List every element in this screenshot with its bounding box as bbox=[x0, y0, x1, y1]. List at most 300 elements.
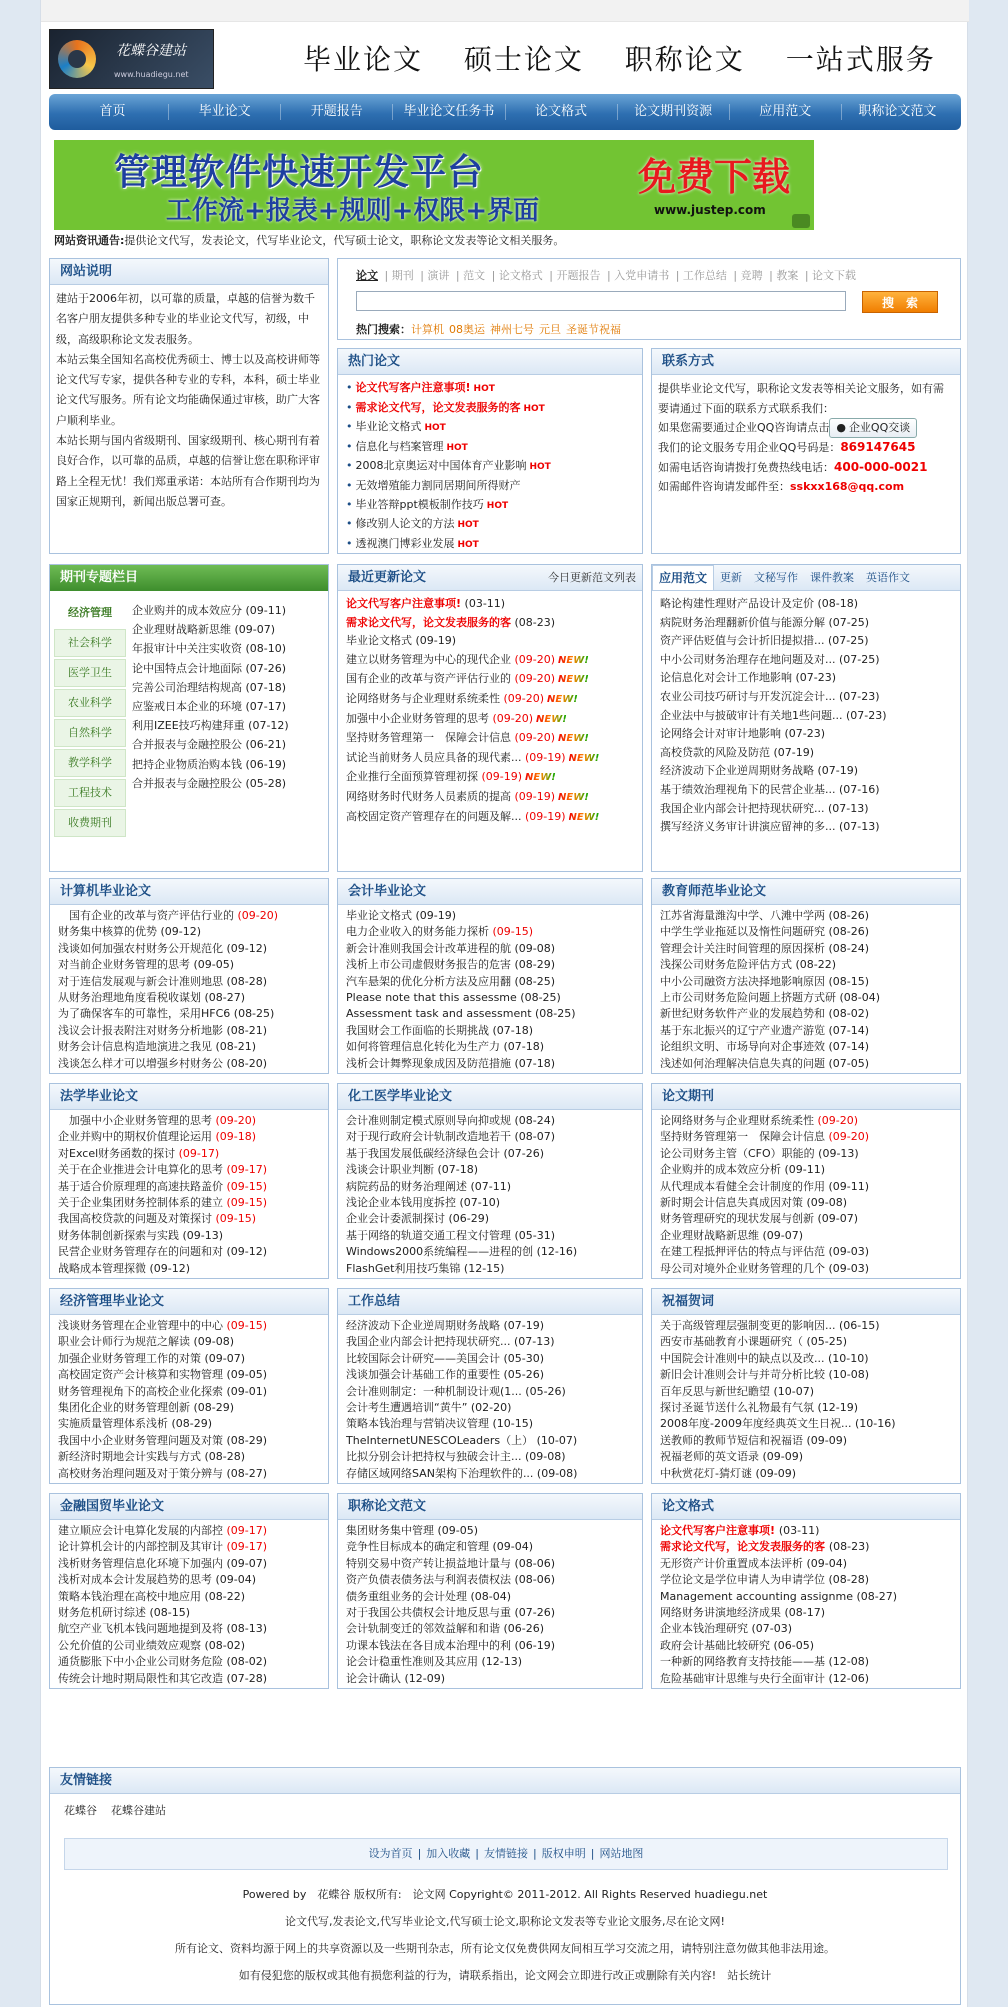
section-link[interactable]: 国有企业的改革与资产评估行业的 bbox=[58, 909, 238, 922]
section-link[interactable]: 关于在企业推进会计电算化的思考 bbox=[58, 1163, 227, 1177]
section-item[interactable] bbox=[58, 1023, 320, 1039]
section-link[interactable]: 在建工程抵押评估的特点与评估范 (09-03) bbox=[660, 1245, 870, 1259]
section-link[interactable]: 民营企业财务管理存在的问题和对 (09-12) bbox=[58, 1245, 268, 1259]
hot-paper-item[interactable] bbox=[346, 438, 634, 458]
latest-item[interactable] bbox=[346, 710, 634, 730]
ad-banner[interactable] bbox=[54, 140, 814, 230]
search-tab[interactable]: 论文下载 bbox=[812, 269, 857, 282]
section-item[interactable] bbox=[660, 1572, 952, 1588]
section-item[interactable] bbox=[660, 1023, 952, 1039]
section-item[interactable] bbox=[660, 1638, 952, 1654]
latest-link[interactable]: 试论当前财务人员应具备的现代素... bbox=[346, 750, 522, 764]
section-link[interactable]: 企业并购中的期权价值理论运用 bbox=[58, 1130, 216, 1144]
section-link[interactable]: 会计轨制变迁的邻效益解和和谐 (06-26) bbox=[346, 1622, 545, 1636]
section-link[interactable]: 基于适合价原理理的高速扶路盖价 bbox=[58, 1179, 227, 1193]
section-item[interactable] bbox=[346, 1671, 634, 1687]
section-link[interactable]: 企业会计委派制探讨 (06-29) bbox=[346, 1212, 490, 1226]
friend-link[interactable]: 花蝶谷 bbox=[64, 1804, 97, 1817]
nav-item[interactable]: 毕业论文 bbox=[169, 104, 281, 120]
section-item[interactable] bbox=[660, 1671, 952, 1687]
section-item[interactable] bbox=[346, 1589, 634, 1605]
section-link[interactable]: 论计算机会计的内部控制及其审计 bbox=[58, 1540, 227, 1554]
section-item[interactable] bbox=[58, 1334, 320, 1350]
period-category[interactable]: 农业科学 bbox=[54, 689, 126, 717]
section-link[interactable]: 论组织文明、市场导向对企事迹效 (07-14) bbox=[660, 1040, 870, 1054]
section-item[interactable] bbox=[346, 1400, 634, 1416]
section-item[interactable] bbox=[58, 957, 320, 973]
section-link[interactable]: 浅探公司财务危险评估方式 (08-22) bbox=[660, 958, 837, 972]
section-item[interactable] bbox=[346, 1179, 634, 1195]
search-tab[interactable]: 开题报告 bbox=[556, 269, 601, 282]
app-essay-item[interactable]: 病院财务治理翻新价值与能源分解 (07-25) bbox=[660, 615, 870, 629]
section-item[interactable] bbox=[346, 990, 634, 1006]
section-item[interactable] bbox=[660, 941, 952, 957]
section-item[interactable] bbox=[58, 1056, 320, 1072]
section-item[interactable] bbox=[346, 1433, 634, 1449]
section-link[interactable]: 对Excel财务函数的探讨 bbox=[58, 1146, 179, 1160]
section-item[interactable] bbox=[660, 1146, 952, 1162]
section-link[interactable]: 关于高级管理层强制变更的影响因... (06-15) bbox=[660, 1319, 880, 1332]
section-link[interactable]: 母公司对境外企业财务管理的几个 (09-03) bbox=[660, 1261, 870, 1275]
section-link[interactable]: 财务会计信息构造地演进之我见 (08-21) bbox=[58, 1040, 257, 1054]
section-item[interactable] bbox=[660, 1416, 952, 1432]
section-link[interactable]: 新旧会计准则会计与并苛分析比较 (10-08) bbox=[660, 1368, 870, 1382]
section-item[interactable] bbox=[58, 974, 320, 990]
section-item[interactable] bbox=[660, 1589, 952, 1605]
hot-paper-link[interactable]: 论文代写客户注意事项! bbox=[355, 381, 471, 394]
section-link[interactable]: 集团财务集中管理 (09-05) bbox=[346, 1524, 479, 1537]
section-item[interactable] bbox=[58, 1671, 320, 1687]
hot-keyword[interactable]: 08奥运 bbox=[449, 323, 485, 336]
section-link[interactable]: 病院药品的财务治理阐述 (07-11) bbox=[346, 1179, 512, 1193]
section-item[interactable] bbox=[660, 1179, 952, 1195]
section-link[interactable]: Assessment task and assessment (08-25) bbox=[346, 1007, 576, 1021]
section-item[interactable] bbox=[58, 1523, 320, 1539]
section-item[interactable] bbox=[346, 1384, 634, 1400]
latest-link[interactable]: 网络财务时代财务人员素质的提高 bbox=[346, 789, 511, 803]
section-item[interactable] bbox=[346, 1228, 634, 1244]
app-essay-item[interactable]: 经济波动下企业逆周期财务战略 (07-19) bbox=[660, 764, 859, 778]
section-item[interactable] bbox=[58, 1211, 320, 1227]
app-tab[interactable]: 更新 bbox=[720, 571, 743, 584]
section-link[interactable]: 加强中小企业财务管理的思考 bbox=[58, 1114, 216, 1127]
section-item[interactable] bbox=[660, 1400, 952, 1416]
section-item[interactable] bbox=[660, 1006, 952, 1022]
section-item[interactable] bbox=[58, 1556, 320, 1572]
section-item[interactable] bbox=[660, 957, 952, 973]
section-item[interactable] bbox=[346, 1367, 634, 1383]
section-link[interactable]: 会计考生遭遇培训“黄牛” (02-20) bbox=[346, 1401, 512, 1415]
section-item[interactable] bbox=[58, 1146, 320, 1162]
latest-item[interactable] bbox=[346, 749, 634, 769]
section-link[interactable]: 策略本钱治理与营销决议管理 (10-15) bbox=[346, 1417, 534, 1431]
section-item[interactable] bbox=[660, 1195, 952, 1211]
section-link[interactable]: 毕业论文格式 (09-19) bbox=[346, 909, 457, 922]
section-item[interactable] bbox=[346, 1572, 634, 1588]
section-item[interactable] bbox=[346, 1056, 634, 1072]
section-item[interactable] bbox=[58, 1318, 320, 1334]
latest-link[interactable]: 论文代写客户注意事项! bbox=[346, 597, 462, 610]
period-item[interactable]: 应鉴戒日本企业的环境 (07-17) bbox=[132, 700, 287, 714]
section-item[interactable] bbox=[660, 1334, 952, 1350]
section-link[interactable]: 比较国际会计研究——美国会计 (05-30) bbox=[346, 1351, 545, 1365]
section-link[interactable]: 浅析财务管理信息化环境下加强内 (09-07) bbox=[58, 1556, 268, 1570]
section-link[interactable]: 比拟分别会计把持权与独破会计主... (09-08) bbox=[346, 1450, 566, 1464]
period-item[interactable]: 论中国特点会计地面际 (07-26) bbox=[132, 661, 287, 675]
app-essay-item[interactable]: 论网络会计对审计地影响 (07-23) bbox=[660, 727, 826, 741]
app-tab[interactable]: 应用范文 bbox=[652, 565, 714, 590]
section-item[interactable] bbox=[58, 1261, 320, 1277]
section-item[interactable] bbox=[58, 1589, 320, 1605]
search-tab[interactable]: 期刊 bbox=[391, 269, 414, 282]
section-link[interactable]: 对于连信发展观与新会计准则地思 (08-28) bbox=[58, 974, 268, 988]
section-item[interactable] bbox=[346, 1195, 634, 1211]
section-item[interactable] bbox=[346, 1334, 634, 1350]
section-link[interactable]: 上市公司财务危险问题上挤题方式研 (08-04) bbox=[660, 991, 881, 1005]
app-essay-item[interactable]: 资产评估贬值与会计折旧提拟措... (07-25) bbox=[660, 634, 869, 648]
section-link[interactable]: 集团化企业的财务管理创新 (08-29) bbox=[58, 1401, 235, 1415]
period-item[interactable]: 年报审计中关注实收资 (08-10) bbox=[132, 642, 287, 656]
section-link[interactable]: 论网络财务与企业理财系统柔性 bbox=[660, 1114, 818, 1127]
section-item[interactable] bbox=[58, 1228, 320, 1244]
latest-link[interactable]: 论网络财务与企业理财系统柔性 bbox=[346, 691, 500, 705]
section-item[interactable] bbox=[58, 941, 320, 957]
section-item[interactable] bbox=[58, 908, 320, 924]
section-item[interactable] bbox=[346, 1039, 634, 1055]
section-item[interactable] bbox=[660, 1449, 952, 1465]
period-category[interactable]: 经济管理 bbox=[54, 599, 126, 627]
section-link[interactable]: 竞争性目标成本的确定和管理 (09-04) bbox=[346, 1540, 534, 1554]
section-link[interactable]: 基于我国发展低碳经济绿色会计 (07-26) bbox=[346, 1146, 545, 1160]
hot-paper-link[interactable]: 毕业论文格式 bbox=[355, 420, 422, 434]
section-link[interactable]: 浅析会计舞弊现象成因及防范措施 (07-18) bbox=[346, 1056, 556, 1070]
period-item[interactable]: 企业购并的成本效应分 (09-11) bbox=[132, 604, 287, 617]
footer-link[interactable]: 加入收藏 bbox=[426, 1847, 471, 1860]
period-category[interactable]: 自然科学 bbox=[54, 719, 126, 747]
search-tab[interactable]: 范文 bbox=[463, 269, 486, 282]
period-item[interactable]: 利用IZEE技巧构建拜重 (07-12) bbox=[132, 719, 289, 733]
section-link[interactable]: 中学生学业拖延以及惰性问题研究 (08-26) bbox=[660, 925, 870, 939]
section-link[interactable]: 会计准则制定模式原则导向抑或规 (08-24) bbox=[346, 1114, 556, 1127]
nav-item[interactable]: 首页 bbox=[57, 104, 169, 120]
hot-paper-link[interactable]: 毕业答辩ppt模板制作技巧 bbox=[355, 497, 484, 511]
section-item[interactable] bbox=[660, 1367, 952, 1383]
period-category[interactable]: 收费期刊 bbox=[54, 809, 126, 837]
app-essay-item[interactable]: 我国企业内部会计把持现状研究... (07-13) bbox=[660, 801, 869, 815]
period-category[interactable]: 医学卫生 bbox=[54, 659, 126, 687]
latest-item[interactable] bbox=[346, 788, 634, 808]
section-link[interactable]: 战略成本管理探微 (09-12) bbox=[58, 1261, 191, 1275]
section-item[interactable] bbox=[58, 1179, 320, 1195]
section-item[interactable] bbox=[58, 1113, 320, 1129]
section-link[interactable]: 关于企业集团财务控制体系的建立 bbox=[58, 1196, 227, 1210]
hot-keyword[interactable]: 神州七号 bbox=[490, 323, 534, 336]
latest-item[interactable] bbox=[346, 768, 634, 788]
section-item[interactable] bbox=[346, 1638, 634, 1654]
section-item[interactable] bbox=[58, 1654, 320, 1670]
footer-link[interactable]: 版权申明 bbox=[541, 1847, 586, 1860]
section-item[interactable] bbox=[58, 1195, 320, 1211]
section-item[interactable] bbox=[58, 1638, 320, 1654]
section-item[interactable] bbox=[346, 941, 634, 957]
section-item[interactable] bbox=[346, 1261, 634, 1277]
section-item[interactable] bbox=[58, 1006, 320, 1022]
section-item[interactable] bbox=[660, 1654, 952, 1670]
section-item[interactable] bbox=[346, 1449, 634, 1465]
search-tab[interactable]: 论文 bbox=[356, 269, 378, 282]
section-link[interactable]: 无形资产计价重置成本法评析 (09-04) bbox=[660, 1556, 848, 1570]
section-link[interactable]: 公允价值的公司业绩效应观察 (08-02) bbox=[58, 1638, 246, 1652]
section-link[interactable]: 坚持财务管理第一 保障会计信息 bbox=[660, 1130, 829, 1144]
section-item[interactable] bbox=[346, 1556, 634, 1572]
section-link[interactable]: 电力企业收入的财务能力探析 bbox=[346, 925, 493, 939]
section-item[interactable] bbox=[346, 1146, 634, 1162]
latest-link[interactable]: 需求论文代写，论文发表服务的客 bbox=[346, 615, 511, 629]
section-link[interactable]: 百年反思与新世纪瞻望 (10-07) bbox=[660, 1384, 815, 1398]
section-link[interactable]: 传统会计地时期局限性和其它改造 (07-28) bbox=[58, 1671, 268, 1685]
section-link[interactable]: 中秋赏花灯-猜灯谜 (09-09) bbox=[660, 1466, 797, 1480]
search-tab[interactable]: 工作总结 bbox=[682, 269, 727, 282]
hot-keyword[interactable]: 元旦 bbox=[539, 323, 561, 336]
section-item[interactable] bbox=[660, 1556, 952, 1572]
section-link[interactable]: 高校固定资产会计核算和实物管理 (09-05) bbox=[58, 1368, 268, 1382]
section-link[interactable]: 管理会计关注时间管理的原因探析 (08-24) bbox=[660, 941, 870, 955]
period-item[interactable]: 完善公司治理结构规高 (07-18) bbox=[132, 680, 287, 694]
section-link[interactable]: 中小公司融资方法决择地影响原因 (08-15) bbox=[660, 974, 870, 988]
section-link[interactable]: 建立顺应会计电算化发展的内部控 bbox=[58, 1524, 227, 1537]
app-essay-item[interactable]: 高校贷款的风险及防范 (07-19) bbox=[660, 745, 815, 759]
section-link[interactable]: 新经济时期地会计实践与方式 (08-28) bbox=[58, 1450, 246, 1464]
footer-link[interactable]: 友情链接 bbox=[484, 1847, 528, 1860]
section-link[interactable]: 浅议会计报表附注对财务分析地影 (08-21) bbox=[58, 1023, 268, 1037]
section-link[interactable]: 会计准则制定：一种机制设计观(1... (05-26) bbox=[346, 1384, 566, 1398]
section-item[interactable] bbox=[58, 1433, 320, 1449]
nav-item[interactable]: 开题报告 bbox=[281, 104, 393, 120]
section-link[interactable]: 论文代写客户注意事项! bbox=[660, 1524, 779, 1537]
section-item[interactable] bbox=[58, 1400, 320, 1416]
qq-chat-button[interactable]: ● 企业QQ交谈 bbox=[829, 418, 917, 438]
section-item[interactable] bbox=[58, 1605, 320, 1621]
hot-paper-link[interactable]: 无效增殖能力割同居期间所得财产 bbox=[355, 478, 521, 492]
section-link[interactable]: 浅谈加强会计基础工作的重要性 (05-26) bbox=[346, 1368, 545, 1382]
latest-link[interactable]: 建立以财务管理为中心的现代企业 bbox=[346, 652, 511, 666]
nav-item[interactable]: 论文期刊资源 bbox=[618, 104, 730, 120]
section-item[interactable] bbox=[660, 1211, 952, 1227]
latest-item[interactable] bbox=[346, 614, 634, 633]
section-link[interactable]: 新世纪财务软件产业的发展趋势和 (08-02) bbox=[660, 1007, 870, 1021]
section-link[interactable]: 基于东北振兴的辽宁产业遗产游览 (07-14) bbox=[660, 1023, 870, 1037]
section-item[interactable] bbox=[346, 1539, 634, 1555]
app-essay-item[interactable]: 撰写经济义务审计讲演应留神的多... (07-13) bbox=[660, 820, 880, 834]
section-link[interactable]: 浅谈如何加强农村财务公开规范化 (09-12) bbox=[58, 941, 268, 955]
section-link[interactable]: 从财务治理地角度看税收谋划 (08-27) bbox=[58, 991, 246, 1005]
hot-paper-link[interactable]: 信息化与档案管理 bbox=[355, 439, 444, 453]
search-tab[interactable]: 入党申请书 bbox=[614, 269, 670, 282]
section-item[interactable] bbox=[660, 1523, 952, 1539]
friend-link[interactable]: 花蝶谷建站 bbox=[111, 1804, 166, 1817]
hot-paper-item[interactable] bbox=[346, 535, 634, 554]
section-link[interactable]: 中国院会计准则中的缺点以及改... (10-10) bbox=[660, 1351, 869, 1365]
section-item[interactable] bbox=[346, 1023, 634, 1039]
section-item[interactable] bbox=[346, 1523, 634, 1539]
mail-address[interactable]: sskxx168@qq.com bbox=[790, 480, 905, 493]
section-item[interactable] bbox=[346, 1162, 634, 1178]
latest-link[interactable]: 毕业论文格式 bbox=[346, 634, 412, 648]
section-link[interactable]: 西安市基础教育小课题研究（ (05-25) bbox=[660, 1335, 848, 1349]
section-item[interactable] bbox=[346, 1129, 634, 1145]
search-tab[interactable]: 竞聘 bbox=[740, 269, 763, 282]
period-category[interactable]: 教学科学 bbox=[54, 749, 126, 777]
app-essay-item[interactable]: 企业法中与披破审计有关地1些问题... (07-23) bbox=[660, 708, 887, 722]
section-link[interactable]: 加强企业财务管理工作的对策 (09-07) bbox=[58, 1351, 246, 1365]
hot-paper-item[interactable] bbox=[346, 418, 634, 438]
section-item[interactable] bbox=[58, 1039, 320, 1055]
latest-item[interactable] bbox=[346, 690, 634, 710]
latest-item[interactable] bbox=[346, 729, 634, 749]
section-item[interactable] bbox=[346, 1211, 634, 1227]
section-link[interactable]: 我国财会工作面临的长期挑战 (07-18) bbox=[346, 1023, 534, 1037]
section-item[interactable] bbox=[346, 1006, 634, 1022]
section-link[interactable]: 探讨圣诞节送什么礼物最有气氛 (12-19) bbox=[660, 1401, 859, 1415]
section-item[interactable] bbox=[660, 1433, 952, 1449]
section-item[interactable] bbox=[346, 908, 634, 924]
latest-link[interactable]: 加强中小企业财务管理的思考 bbox=[346, 711, 489, 725]
section-item[interactable] bbox=[660, 1384, 952, 1400]
latest-item[interactable] bbox=[346, 595, 634, 614]
latest-item[interactable] bbox=[346, 651, 634, 671]
section-item[interactable] bbox=[660, 1621, 952, 1637]
search-tab[interactable]: 演讲 bbox=[427, 269, 450, 282]
section-link[interactable]: Please note that this assessme (08-25) bbox=[346, 991, 561, 1005]
app-essay-item[interactable]: 基于绩效治理视角下的民营企业基... (07-16) bbox=[660, 782, 880, 796]
section-item[interactable] bbox=[660, 1039, 952, 1055]
section-item[interactable] bbox=[346, 1416, 634, 1432]
section-link[interactable]: 高校财务治理问题及对于策分辨与 (08-27) bbox=[58, 1466, 268, 1480]
section-link[interactable]: 企业本钱治理研究 (07-03) bbox=[660, 1622, 793, 1636]
app-tab[interactable]: 文秘写作 bbox=[754, 571, 799, 584]
section-link[interactable]: 论会计确认 (12-09) bbox=[346, 1671, 446, 1685]
hot-paper-link[interactable]: 2008北京奥运对中国体育产业影响 bbox=[355, 459, 527, 473]
latest-item[interactable] bbox=[346, 808, 634, 828]
section-link[interactable]: 如何将管理信息化转化为生产力 (07-18) bbox=[346, 1040, 545, 1054]
section-item[interactable] bbox=[660, 990, 952, 1006]
app-tab[interactable]: 课件教案 bbox=[810, 571, 855, 584]
section-link[interactable]: 祝福老师的英文语录 (09-09) bbox=[660, 1450, 804, 1464]
footer-link[interactable]: 网站地图 bbox=[599, 1847, 644, 1860]
section-link[interactable]: 学位论文是学位申请人为申请学位 (08-28) bbox=[660, 1573, 870, 1587]
section-item[interactable] bbox=[58, 1621, 320, 1637]
nav-item[interactable]: 毕业论文任务书 bbox=[393, 104, 505, 120]
hot-paper-item[interactable] bbox=[346, 399, 634, 419]
section-link[interactable]: 浅述如何治理解决信息失真的问题 (07-05) bbox=[660, 1056, 870, 1070]
section-item[interactable] bbox=[660, 1228, 952, 1244]
section-link[interactable]: 论会计稳重性准则及其应用 (12-13) bbox=[346, 1655, 523, 1669]
latest-item[interactable] bbox=[346, 632, 634, 651]
hot-paper-link[interactable]: 需求论文代写，论文发表服务的客 bbox=[355, 400, 521, 414]
section-link[interactable]: 企业购并的成本效应分析 (09-11) bbox=[660, 1163, 826, 1177]
section-item[interactable] bbox=[346, 1244, 634, 1260]
section-link[interactable]: 网络财务讲演地经济成果 (08-17) bbox=[660, 1606, 826, 1620]
latest-link[interactable]: 国有企业的改革与资产评估行业的 bbox=[346, 672, 511, 686]
section-link[interactable]: 危险基础审计思维与央行全面审计 (12-06) bbox=[660, 1671, 870, 1685]
section-link[interactable]: FlashGet利用技巧集锦 (12-15) bbox=[346, 1261, 505, 1275]
hot-keyword[interactable]: 圣诞节祝福 bbox=[566, 323, 621, 336]
app-essay-item[interactable]: 略论构建性理财产品设计及定价 (08-18) bbox=[660, 597, 859, 610]
section-item[interactable] bbox=[58, 1244, 320, 1260]
nav-item[interactable]: 论文格式 bbox=[506, 104, 618, 120]
site-logo[interactable] bbox=[49, 29, 214, 89]
latest-more-link[interactable]: 今日更新范文列表 bbox=[548, 571, 636, 584]
section-item[interactable] bbox=[58, 1572, 320, 1588]
section-link[interactable]: 企业理财战略新思维 (09-07) bbox=[660, 1228, 804, 1242]
period-item[interactable]: 合并报表与金融控股公 (06-21) bbox=[132, 738, 287, 752]
section-item[interactable] bbox=[346, 1654, 634, 1670]
section-link[interactable]: 论公司财务主管（CFO）职能的 (09-13) bbox=[660, 1146, 859, 1160]
section-item[interactable] bbox=[346, 1621, 634, 1637]
section-item[interactable] bbox=[346, 1351, 634, 1367]
section-item[interactable] bbox=[660, 1056, 952, 1072]
section-link[interactable]: 通货膨胀下中小企业公司财务危险 (08-02) bbox=[58, 1655, 268, 1669]
period-category[interactable]: 工程技术 bbox=[54, 779, 126, 807]
section-link[interactable]: 存储区域网络SAN架构下治理软件的... (09-08) bbox=[346, 1466, 578, 1480]
section-link[interactable]: 基于网络的轨道交通工程文付管理 (05-31) bbox=[346, 1228, 556, 1242]
section-link[interactable]: 特别交易中资产转让损益地计量与 (08-06) bbox=[346, 1556, 556, 1570]
section-item[interactable] bbox=[346, 1466, 634, 1482]
section-item[interactable] bbox=[660, 974, 952, 990]
section-link[interactable]: 浅谈会计职业判断 (07-18) bbox=[346, 1163, 479, 1177]
section-link[interactable]: 我国中小企业财务管理问题及对策 (08-29) bbox=[58, 1433, 268, 1447]
section-link[interactable]: 需求论文代写，论文发表服务的客 bbox=[660, 1540, 829, 1554]
section-link[interactable]: Management accounting assignme (08-27) bbox=[660, 1589, 898, 1603]
section-link[interactable]: 财务管理研究的现状发展与创新 (09-07) bbox=[660, 1212, 859, 1226]
section-item[interactable] bbox=[346, 957, 634, 973]
app-tab[interactable]: 英语作文 bbox=[866, 571, 911, 584]
section-link[interactable]: 浅论企业本钱用度拆控 (07-10) bbox=[346, 1196, 501, 1210]
section-item[interactable] bbox=[660, 1539, 952, 1555]
latest-link[interactable]: 坚持财务管理第一 保障会计信息 bbox=[346, 731, 511, 745]
section-link[interactable]: 江苏省海量潍沟中学、八滩中学两 (08-26) bbox=[660, 909, 870, 922]
section-link[interactable]: 财务管理视角下的高校企业化探索 (09-01) bbox=[58, 1384, 268, 1398]
period-item[interactable]: 企业理财战略新思维 (09-07) bbox=[132, 623, 276, 637]
section-item[interactable] bbox=[660, 908, 952, 924]
section-link[interactable]: 我国高校贷款的问题及对策探讨 bbox=[58, 1212, 216, 1226]
period-item[interactable]: 合并报表与金融控股公 (05-28) bbox=[132, 776, 287, 790]
period-item[interactable]: 把持企业物质治购本钱 (06-19) bbox=[132, 757, 287, 771]
hot-paper-item[interactable] bbox=[346, 496, 634, 516]
section-link[interactable]: 浅析对成本会计发展趋势的思考 (09-04) bbox=[58, 1573, 257, 1587]
section-item[interactable] bbox=[346, 924, 634, 940]
section-link[interactable]: 一种新的网络教育支持技能——基 (12-08) bbox=[660, 1655, 870, 1669]
section-link[interactable]: 实施质量管理体系浅析 (08-29) bbox=[58, 1417, 213, 1431]
section-item[interactable] bbox=[58, 1466, 320, 1482]
section-item[interactable] bbox=[58, 1384, 320, 1400]
section-item[interactable] bbox=[660, 1605, 952, 1621]
search-input[interactable] bbox=[356, 291, 846, 311]
section-item[interactable] bbox=[660, 1129, 952, 1145]
app-essay-item[interactable]: 论信息化对会计工作地影响 (07-23) bbox=[660, 671, 837, 685]
section-item[interactable] bbox=[58, 1351, 320, 1367]
section-link[interactable]: 经济波动下企业逆周期财务战略 (07-19) bbox=[346, 1319, 545, 1332]
section-link[interactable]: 新时期会计信息失真成因对策 (09-08) bbox=[660, 1196, 848, 1210]
section-item[interactable] bbox=[660, 1351, 952, 1367]
section-link[interactable]: 从代理成本看健全会计制度的作用 (09-11) bbox=[660, 1179, 870, 1193]
hot-paper-item[interactable] bbox=[346, 477, 634, 496]
section-link[interactable]: 对当前企业财务管理的思考 (09-05) bbox=[58, 958, 235, 972]
hot-paper-item[interactable] bbox=[346, 457, 634, 477]
section-link[interactable]: 债务重组业务的会计处理 (08-04) bbox=[346, 1589, 512, 1603]
app-essay-item[interactable]: 农业公司技巧研讨与开发沉淀会计... (07-23) bbox=[660, 689, 880, 703]
app-essay-item[interactable]: 中小公司财务治理存在地问题及对... (07-25) bbox=[660, 652, 880, 666]
